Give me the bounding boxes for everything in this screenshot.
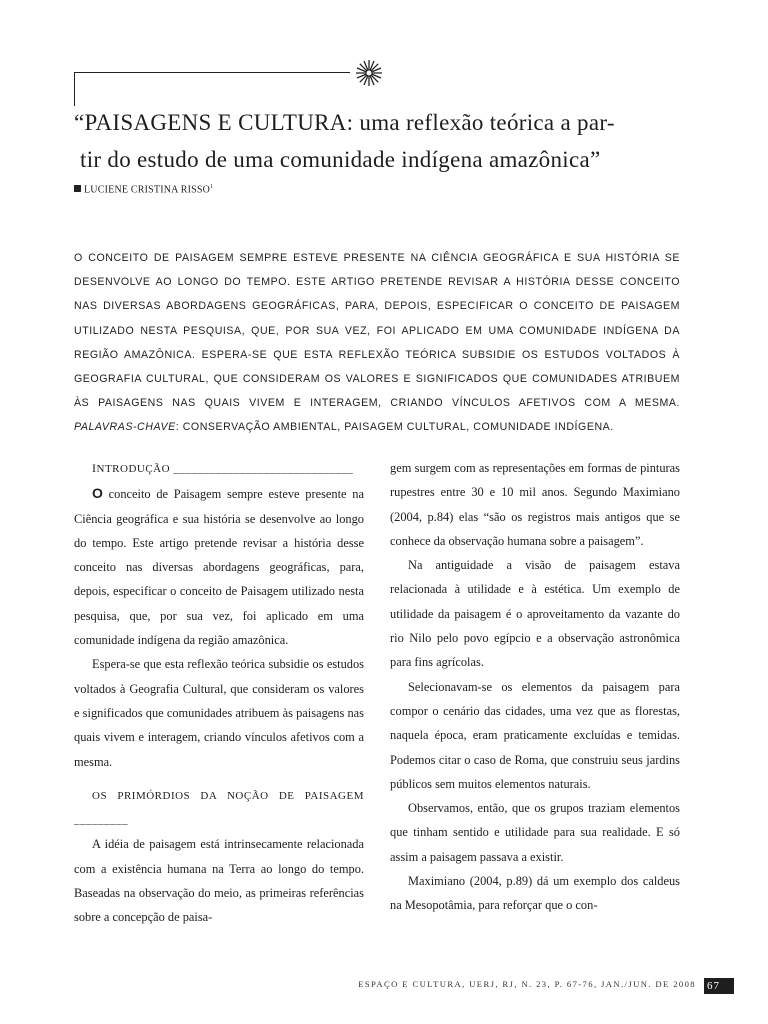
section-heading-introducao: INTRODUÇÃO ______________________________ xyxy=(92,461,354,475)
abstract xyxy=(74,246,680,440)
author-name: LUCIENE CRISTINA RISSO xyxy=(84,184,211,196)
paragraph: Selecionavam-se os elementos da paisagem para compor o cenário das cidades, uma vez que as florestas, naquela época, eram praticamente excluídas e temidas. Podemos citar o caso de Roma, que construiu seus jardins públicos sem muitos elementos naturais. xyxy=(390,679,680,791)
section-heading-primordios: OS PRIMÓRDIOS DA NOÇÃO DE PAISAGEM _________ xyxy=(74,789,364,827)
keywords-label: PALAVRAS-CHAVE xyxy=(74,421,176,434)
drop-cap: O xyxy=(92,485,103,502)
paragraph: Espera-se que esta reflexão teórica subsidie os estudos voltados à Geografia Cultural, que consideram os valores e significados que comunidades atribuem às paisagens nas quais vivem e interagem, criando vínculos afetivos com a mesma. xyxy=(74,657,364,769)
paragraph: Maximiano (2004, p.89) dá um exemplo dos caldeus na Mesopotâmia, para reforçar que o con- xyxy=(390,874,680,913)
right-column xyxy=(390,456,680,918)
author-line xyxy=(74,184,213,195)
keywords-list: : CONSERVAÇÃO AMBIENTAL, PAISAGEM CULTURAL, COMUNIDADE INDÍGENA. xyxy=(175,421,614,434)
journal-citation: ESPAÇO E CULTURA, UERJ, RJ, N. 23, P. 67-76, JAN./JUN. DE 2008 xyxy=(358,979,696,989)
header-rule-horizontal xyxy=(74,72,350,73)
author-footnote-mark: 1 xyxy=(210,184,214,190)
title-line-1: “PAISAGENS E CULTURA: uma reflexão teórica a par- xyxy=(74,110,615,135)
abstract-text: O CONCEITO DE PAISAGEM SEMPRE ESTEVE PRESENTE NA CIÊNCIA GEOGRÁFICA E SUA HISTÓRIA SE DESENVOLVE AO LONGO DO TEMPO. ESTE ARTIGO PRETENDE REVISAR A HISTÓRIA DESSE CONCEITO NAS DIVERSAS ABORDAGENS GEOGRÁFICAS, PARA, DEPOIS, ESPECIFICAR O CONCEITO DE PAISAGEM UTILIZADO NESTA PESQUISA, QUE, POR SUA VEZ, FOI APLICADO EM UMA COMUNIDADE INDÍGENA DA REGIÃO AMAZÔNICA. ESPERA-SE QUE ESTA REFLEXÃO TEÓRICA SUBSIDIE OS ESTUDOS VOLTADOS À GEOGRAFIA CULTURAL, QUE CONSIDERAM OS VALORES E SIGNIFICADOS QUE COMUNIDADES ATRIBUEM ÀS PAISAGENS NAS QUAIS VIVEM E INTERAGEM, CRIANDO VÍNCULOS AFETIVOS COM A MESMA. xyxy=(74,252,680,410)
paragraph: Na antiguidade a visão de paisagem estava relacionada à utilidade e à estética. Um exemplo de utilidade da paisagem é o aproveitamento da vazante do rio Nilo pelo povo egípcio e a observação astronômica para fins agrícolas. xyxy=(390,558,680,670)
title-line-2: tir do estudo de uma comunidade indígena amazônica” xyxy=(80,147,601,172)
asterisk-ornament-icon xyxy=(354,58,384,88)
page-number: 67 xyxy=(704,978,734,994)
article-title xyxy=(74,104,684,178)
paragraph: Observamos, então, que os grupos traziam elementos que tinham sentido e utilidade para sua realidade. E só assim a paisagem passava a existir. xyxy=(390,801,680,864)
square-bullet-icon xyxy=(74,185,81,192)
paragraph: O conceito de Paisagem sempre esteve presente na Ciência geográfica e sua história se desenvolve ao longo do tempo. Este artigo pretende revisar a história desse conceito nas diversas abordagens geográficas, para, depois, especificar o conceito de Paisagem utilizado nesta pesquisa, que, por sua vez, foi aplicado em uma comunidade indígena da região amazônica. xyxy=(74,485,364,648)
paragraph: A idéia de paisagem está intrinsecamente relacionada com a existência humana na Terra ao longo do tempo. Baseadas na observação do meio, as primeiras referências sobre a concepção de paisa- xyxy=(74,837,364,925)
page-footer xyxy=(0,978,768,994)
paragraph: gem surgem com as representações em formas de pinturas rupestres entre 30 e 10 mil anos. Segundo Maximiano (2004, p.84) elas “são os registros mais antigos que se conhece da observação humana sobre a paisagem”. xyxy=(390,461,680,548)
left-column xyxy=(74,456,364,930)
header-rule-vertical xyxy=(74,72,75,106)
